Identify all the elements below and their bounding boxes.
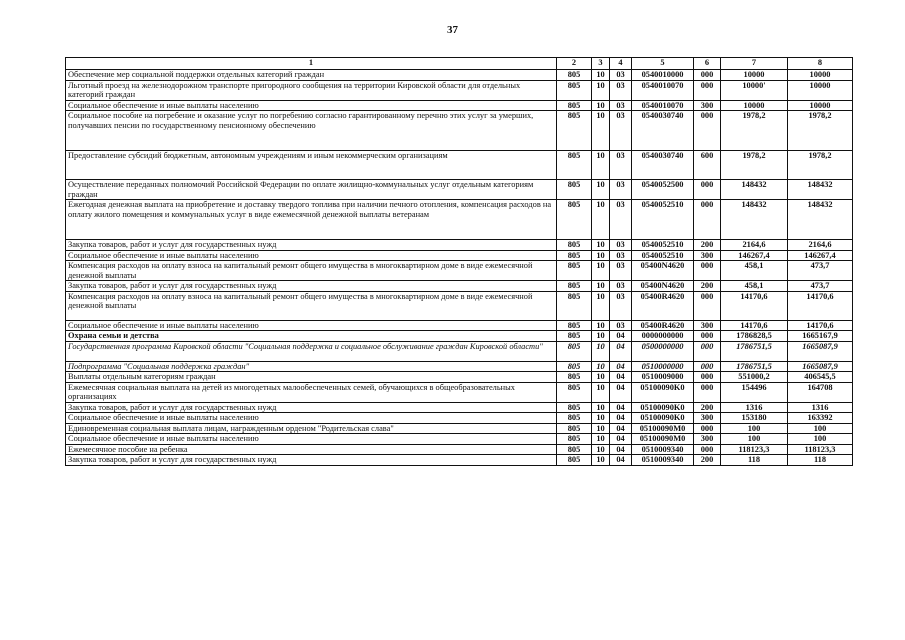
row-name-cell: Ежемесячное пособие на ребенка xyxy=(66,444,557,455)
row-code-cell: 805 xyxy=(557,423,592,434)
row-section-cell: 10 xyxy=(592,372,610,383)
row-amount-year2-cell: 473,7 xyxy=(788,281,853,292)
row-amount-year1-cell: 153180 xyxy=(721,413,788,424)
row-amount-year1-cell: 1786751,5 xyxy=(721,361,788,372)
row-code-cell: 805 xyxy=(557,240,592,251)
row-subsection-cell: 03 xyxy=(610,70,632,81)
row-subsection-cell: 04 xyxy=(610,444,632,455)
row-subsection-cell: 04 xyxy=(610,361,632,372)
row-code-cell: 805 xyxy=(557,111,592,151)
row-name-cell: Ежегодная денежная выплата на приобретение и доставку твердого топлива при наличии печного отопления, компенсация расходов на оплату жилого помещения и коммунальных услуг в виде ежемесячной денежной выплаты ветеранам xyxy=(66,200,557,240)
row-expense-type-cell: 300 xyxy=(694,320,721,331)
row-section-cell: 10 xyxy=(592,423,610,434)
table-row xyxy=(66,444,853,455)
row-amount-year1-cell: 148432 xyxy=(721,180,788,200)
table-row xyxy=(66,434,853,445)
row-amount-year1-cell: 1978,2 xyxy=(721,151,788,180)
row-amount-year1-cell: 10000' xyxy=(721,80,788,100)
row-expense-type-cell: 000 xyxy=(694,70,721,81)
row-expense-type-cell: 300 xyxy=(694,413,721,424)
row-amount-year1-cell: 118123,3 xyxy=(721,444,788,455)
row-code-cell: 805 xyxy=(557,341,592,361)
row-name-cell: Обеспечение мер социальной поддержки отдельных категорий граждан xyxy=(66,70,557,81)
row-name-cell: Единовременная социальная выплата лицам, награжденным орденом "Родительская слава" xyxy=(66,423,557,434)
row-code-cell: 805 xyxy=(557,151,592,180)
row-target-article-cell: 05400R4620 xyxy=(632,291,694,320)
row-expense-type-cell: 000 xyxy=(694,180,721,200)
row-amount-year1-cell: 1316 xyxy=(721,402,788,413)
table-row xyxy=(66,180,853,200)
row-name-cell: Подпрограмма "Социальная поддержка граждан" xyxy=(66,361,557,372)
row-code-cell: 805 xyxy=(557,180,592,200)
row-amount-year1-cell: 458,1 xyxy=(721,281,788,292)
row-name-cell: Социальное обеспечение и иные выплаты населению xyxy=(66,100,557,111)
row-name-cell: Закупка товаров, работ и услуг для государственных нужд xyxy=(66,402,557,413)
row-amount-year2-cell: 118123,3 xyxy=(788,444,853,455)
row-section-cell: 10 xyxy=(592,444,610,455)
row-code-cell: 805 xyxy=(557,320,592,331)
row-target-article-cell: 0540052510 xyxy=(632,250,694,261)
row-subsection-cell: 03 xyxy=(610,240,632,251)
row-section-cell: 10 xyxy=(592,261,610,281)
row-subsection-cell: 04 xyxy=(610,331,632,342)
row-amount-year2-cell: 118 xyxy=(788,455,853,466)
row-section-cell: 10 xyxy=(592,320,610,331)
row-target-article-cell: 0540052500 xyxy=(632,180,694,200)
row-section-cell: 10 xyxy=(592,361,610,372)
row-section-cell: 10 xyxy=(592,413,610,424)
row-name-cell: Осуществление переданных полномочий Российской Федерации по оплате жилищно-коммунальных услуг отдельным категориям граждан xyxy=(66,180,557,200)
row-subsection-cell: 04 xyxy=(610,402,632,413)
row-subsection-cell: 04 xyxy=(610,372,632,383)
row-target-article-cell: 05100090M0 xyxy=(632,434,694,445)
row-section-cell: 10 xyxy=(592,70,610,81)
row-expense-type-cell: 000 xyxy=(694,111,721,151)
row-section-cell: 10 xyxy=(592,331,610,342)
table-row xyxy=(66,361,853,372)
row-amount-year1-cell: 148432 xyxy=(721,200,788,240)
row-subsection-cell: 04 xyxy=(610,341,632,361)
row-name-cell: Ежемесячная социальная выплата на детей из многодетных малообеспеченных семей, обучающихся в общеобразовательных организациях xyxy=(66,382,557,402)
row-amount-year2-cell: 164708 xyxy=(788,382,853,402)
row-name-cell: Закупка товаров, работ и услуг для государственных нужд xyxy=(66,455,557,466)
row-expense-type-cell: 000 xyxy=(694,444,721,455)
budget-table xyxy=(65,57,853,466)
row-expense-type-cell: 300 xyxy=(694,434,721,445)
row-section-cell: 10 xyxy=(592,100,610,111)
row-code-cell: 805 xyxy=(557,444,592,455)
row-amount-year2-cell: 14170,6 xyxy=(788,320,853,331)
table-row xyxy=(66,291,853,320)
row-code-cell: 805 xyxy=(557,291,592,320)
row-subsection-cell: 03 xyxy=(610,291,632,320)
row-name-cell: Выплаты отдельным категориям граждан xyxy=(66,372,557,383)
column-header: 6 xyxy=(694,58,721,70)
row-amount-year1-cell: 14170,6 xyxy=(721,320,788,331)
row-section-cell: 10 xyxy=(592,455,610,466)
row-expense-type-cell: 000 xyxy=(694,361,721,372)
row-subsection-cell: 04 xyxy=(610,382,632,402)
table-row xyxy=(66,423,853,434)
row-section-cell: 10 xyxy=(592,200,610,240)
table-row xyxy=(66,402,853,413)
row-subsection-cell: 03 xyxy=(610,111,632,151)
row-target-article-cell: 05400R4620 xyxy=(632,320,694,331)
row-subsection-cell: 04 xyxy=(610,423,632,434)
row-code-cell: 805 xyxy=(557,80,592,100)
table-row xyxy=(66,70,853,81)
table-row xyxy=(66,372,853,383)
row-section-cell: 10 xyxy=(592,240,610,251)
row-subsection-cell: 03 xyxy=(610,80,632,100)
row-target-article-cell: 0540010070 xyxy=(632,80,694,100)
row-amount-year1-cell: 458,1 xyxy=(721,261,788,281)
row-code-cell: 805 xyxy=(557,281,592,292)
row-amount-year2-cell: 148432 xyxy=(788,200,853,240)
row-target-article-cell: 05100090K0 xyxy=(632,413,694,424)
row-target-article-cell: 0510000000 xyxy=(632,361,694,372)
row-name-cell: Закупка товаров, работ и услуг для государственных нужд xyxy=(66,281,557,292)
row-code-cell: 805 xyxy=(557,100,592,111)
row-expense-type-cell: 000 xyxy=(694,372,721,383)
row-target-article-cell: 0540030740 xyxy=(632,111,694,151)
row-expense-type-cell: 200 xyxy=(694,402,721,413)
column-header: 5 xyxy=(632,58,694,70)
row-expense-type-cell: 000 xyxy=(694,291,721,320)
row-section-cell: 10 xyxy=(592,180,610,200)
row-section-cell: 10 xyxy=(592,250,610,261)
row-expense-type-cell: 200 xyxy=(694,281,721,292)
row-amount-year2-cell: 148432 xyxy=(788,180,853,200)
row-amount-year2-cell: 473,7 xyxy=(788,261,853,281)
row-expense-type-cell: 000 xyxy=(694,341,721,361)
row-amount-year2-cell: 100 xyxy=(788,423,853,434)
row-amount-year1-cell: 551000,2 xyxy=(721,372,788,383)
table-row xyxy=(66,455,853,466)
row-amount-year2-cell: 1665167,9 xyxy=(788,331,853,342)
row-code-cell: 805 xyxy=(557,331,592,342)
row-code-cell: 805 xyxy=(557,70,592,81)
row-code-cell: 805 xyxy=(557,413,592,424)
row-target-article-cell: 0540052510 xyxy=(632,240,694,251)
row-target-article-cell: 0540030740 xyxy=(632,151,694,180)
row-target-article-cell: 05400N4620 xyxy=(632,281,694,292)
row-subsection-cell: 03 xyxy=(610,151,632,180)
row-amount-year2-cell: 1978,2 xyxy=(788,151,853,180)
row-amount-year2-cell: 2164,6 xyxy=(788,240,853,251)
table-row xyxy=(66,240,853,251)
row-amount-year1-cell: 10000 xyxy=(721,70,788,81)
row-expense-type-cell: 200 xyxy=(694,240,721,251)
row-name-cell: Льготный проезд на железнодорожном транспорте пригородного сообщения на территории Кировской области для отдельных категорий граждан xyxy=(66,80,557,100)
row-subsection-cell: 03 xyxy=(610,100,632,111)
row-name-cell: Социальное обеспечение и иные выплаты населению xyxy=(66,413,557,424)
row-amount-year1-cell: 1978,2 xyxy=(721,111,788,151)
row-section-cell: 10 xyxy=(592,402,610,413)
row-target-article-cell: 05100090K0 xyxy=(632,402,694,413)
table-row xyxy=(66,413,853,424)
table-row xyxy=(66,331,853,342)
column-header: 8 xyxy=(788,58,853,70)
row-subsection-cell: 04 xyxy=(610,455,632,466)
row-expense-type-cell: 000 xyxy=(694,331,721,342)
row-code-cell: 805 xyxy=(557,434,592,445)
row-name-cell: Компенсация расходов на оплату взноса на капитальный ремонт общего имущества в многоквартирном доме в виде ежемесячной денежной выплаты xyxy=(66,261,557,281)
row-section-cell: 10 xyxy=(592,341,610,361)
row-amount-year1-cell: 100 xyxy=(721,434,788,445)
row-target-article-cell: 0000000000 xyxy=(632,331,694,342)
row-section-cell: 10 xyxy=(592,151,610,180)
row-section-cell: 10 xyxy=(592,291,610,320)
row-amount-year2-cell: 1978,2 xyxy=(788,111,853,151)
table-header-row xyxy=(66,58,853,70)
row-amount-year1-cell: 118 xyxy=(721,455,788,466)
row-subsection-cell: 03 xyxy=(610,180,632,200)
row-amount-year2-cell: 146267,4 xyxy=(788,250,853,261)
row-subsection-cell: 03 xyxy=(610,261,632,281)
row-subsection-cell: 03 xyxy=(610,250,632,261)
row-section-cell: 10 xyxy=(592,382,610,402)
row-amount-year1-cell: 154496 xyxy=(721,382,788,402)
row-target-article-cell: 0500000000 xyxy=(632,341,694,361)
column-header: 2 xyxy=(557,58,592,70)
row-expense-type-cell: 300 xyxy=(694,100,721,111)
row-amount-year1-cell: 10000 xyxy=(721,100,788,111)
row-target-article-cell: 0510009000 xyxy=(632,372,694,383)
table-row xyxy=(66,250,853,261)
row-name-cell: Предоставление субсидий бюджетным, автономным учреждениям и иным некоммерческим организациям xyxy=(66,151,557,180)
table-row xyxy=(66,151,853,180)
table-row xyxy=(66,80,853,100)
table-row xyxy=(66,100,853,111)
column-header: 4 xyxy=(610,58,632,70)
row-target-article-cell: 0510009340 xyxy=(632,444,694,455)
row-section-cell: 10 xyxy=(592,80,610,100)
row-expense-type-cell: 200 xyxy=(694,455,721,466)
row-amount-year2-cell: 14170,6 xyxy=(788,291,853,320)
row-code-cell: 805 xyxy=(557,261,592,281)
table-row xyxy=(66,341,853,361)
page-number: 37 xyxy=(447,24,458,36)
row-amount-year2-cell: 406545,5 xyxy=(788,372,853,383)
row-subsection-cell: 04 xyxy=(610,434,632,445)
row-section-cell: 10 xyxy=(592,434,610,445)
row-subsection-cell: 03 xyxy=(610,281,632,292)
row-expense-type-cell: 000 xyxy=(694,261,721,281)
row-code-cell: 805 xyxy=(557,361,592,372)
row-subsection-cell: 04 xyxy=(610,413,632,424)
row-amount-year2-cell: 1316 xyxy=(788,402,853,413)
table-row xyxy=(66,111,853,151)
row-amount-year1-cell: 14170,6 xyxy=(721,291,788,320)
row-amount-year2-cell: 10000 xyxy=(788,80,853,100)
row-name-cell: Социальное обеспечение и иные выплаты населению xyxy=(66,320,557,331)
row-subsection-cell: 03 xyxy=(610,320,632,331)
row-amount-year1-cell: 1786828,5 xyxy=(721,331,788,342)
table-row xyxy=(66,382,853,402)
row-expense-type-cell: 000 xyxy=(694,423,721,434)
row-name-cell: Охрана семьи и детства xyxy=(66,331,557,342)
row-amount-year2-cell: 10000 xyxy=(788,70,853,81)
row-name-cell: Государственная программа Кировской области "Социальная поддержка и социальное обслуживание граждан Кировской области" xyxy=(66,341,557,361)
row-section-cell: 10 xyxy=(592,281,610,292)
row-name-cell: Социальное пособие на погребение и оказание услуг по погребению согласно гарантированному перечню этих услуг за умерших, получавших пенсии по государственному пенсионному обеспечению xyxy=(66,111,557,151)
row-amount-year1-cell: 1786751,5 xyxy=(721,341,788,361)
table-row xyxy=(66,320,853,331)
row-target-article-cell: 0540010000 xyxy=(632,70,694,81)
row-name-cell: Социальное обеспечение и иные выплаты населению xyxy=(66,434,557,445)
row-target-article-cell: 0540052510 xyxy=(632,200,694,240)
row-code-cell: 805 xyxy=(557,200,592,240)
row-name-cell: Закупка товаров, работ и услуг для государственных нужд xyxy=(66,240,557,251)
table-row xyxy=(66,281,853,292)
row-code-cell: 805 xyxy=(557,382,592,402)
row-target-article-cell: 05400N4620 xyxy=(632,261,694,281)
row-code-cell: 805 xyxy=(557,372,592,383)
column-header: 7 xyxy=(721,58,788,70)
row-amount-year2-cell: 10000 xyxy=(788,100,853,111)
row-name-cell: Компенсация расходов на оплату взноса на капитальный ремонт общего имущества в многоквартирном доме в виде ежемесячной денежной выплаты xyxy=(66,291,557,320)
row-amount-year2-cell: 1665087,9 xyxy=(788,361,853,372)
row-target-article-cell: 0540010070 xyxy=(632,100,694,111)
row-expense-type-cell: 000 xyxy=(694,382,721,402)
table-row xyxy=(66,261,853,281)
row-amount-year2-cell: 1665087,9 xyxy=(788,341,853,361)
row-amount-year1-cell: 146267,4 xyxy=(721,250,788,261)
row-amount-year2-cell: 163392 xyxy=(788,413,853,424)
row-code-cell: 805 xyxy=(557,250,592,261)
column-header: 1 xyxy=(66,58,557,70)
row-expense-type-cell: 000 xyxy=(694,80,721,100)
row-code-cell: 805 xyxy=(557,455,592,466)
row-expense-type-cell: 000 xyxy=(694,200,721,240)
column-header: 3 xyxy=(592,58,610,70)
row-expense-type-cell: 300 xyxy=(694,250,721,261)
row-target-article-cell: 0510009340 xyxy=(632,455,694,466)
row-amount-year1-cell: 100 xyxy=(721,423,788,434)
row-target-article-cell: 05100090M0 xyxy=(632,423,694,434)
table-row xyxy=(66,200,853,240)
row-subsection-cell: 03 xyxy=(610,200,632,240)
row-target-article-cell: 05100090K0 xyxy=(632,382,694,402)
row-name-cell: Социальное обеспечение и иные выплаты населению xyxy=(66,250,557,261)
row-section-cell: 10 xyxy=(592,111,610,151)
row-amount-year1-cell: 2164,6 xyxy=(721,240,788,251)
row-code-cell: 805 xyxy=(557,402,592,413)
row-amount-year2-cell: 100 xyxy=(788,434,853,445)
row-expense-type-cell: 600 xyxy=(694,151,721,180)
